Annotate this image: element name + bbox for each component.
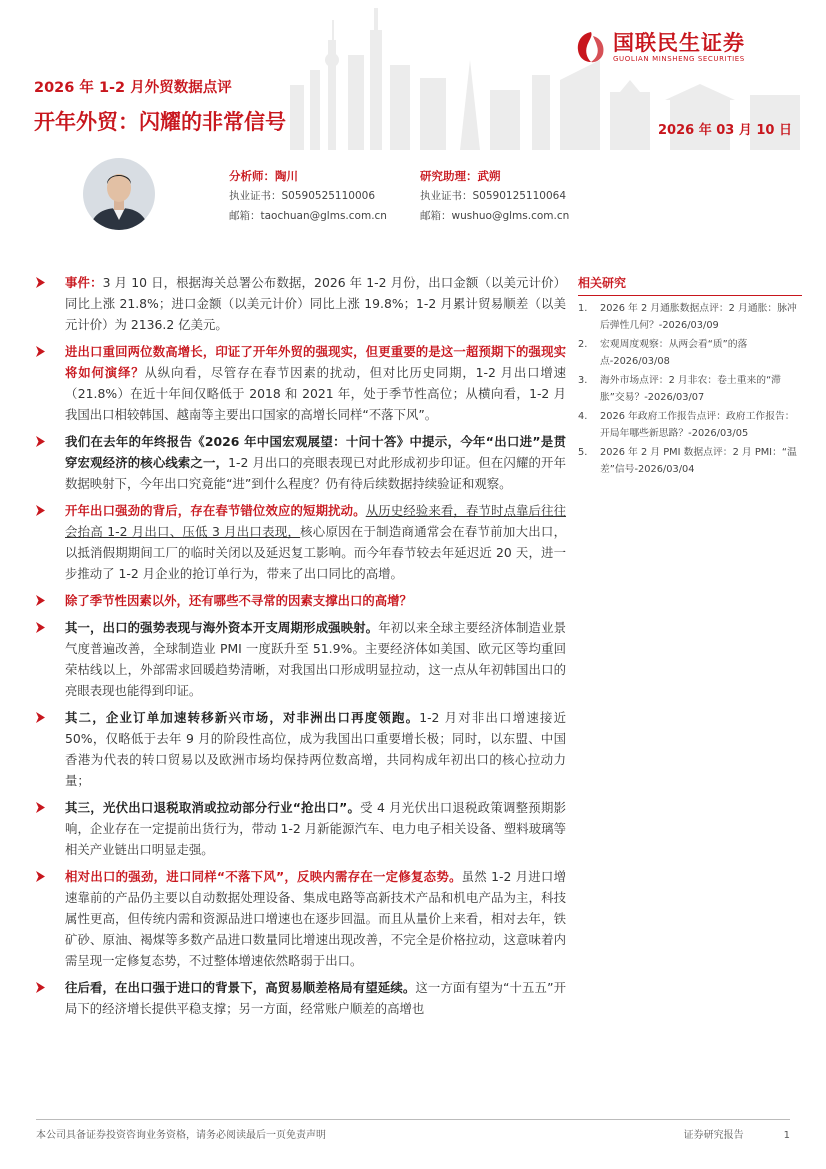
footer-report-type: 证券研究报告 xyxy=(683,1130,744,1141)
related-item-text: 2026 年政府工作报告点评：政府工作报告：开局年哪些新思路？-2026/03/05 xyxy=(600,411,795,439)
paragraph-text: 受 4 月光伏出口退税政策调整预期影响，企业存在一定提前出货行为，带动 1-2 月新能源汽车、电力电子相关设备、塑料玻璃等相关产业链出口明显走强。 xyxy=(65,800,566,857)
paragraph xyxy=(36,797,566,860)
analyst-cert: 执业证书：S0590525110006 xyxy=(229,190,376,202)
footer-divider xyxy=(36,1119,790,1120)
related-research-title: 相关研究 xyxy=(578,274,802,296)
paragraph xyxy=(36,431,566,494)
paragraph-lead: 事件： xyxy=(65,275,103,290)
related-item[interactable] xyxy=(578,408,802,442)
footer-disclaimer: 本公司具备证券投资咨询业务资格，请务必阅读最后一页免责声明 xyxy=(36,1130,326,1141)
main-body xyxy=(36,272,566,1025)
report-subtitle: 2026 年 1-2 月外贸数据点评 xyxy=(34,80,232,96)
paragraph-text: 1-2 月对非出口增速接近 50%，仅略低于去年 9 月的阶段性高位，成为我国出口重要增长极；同时，以东盟、中国香港为代表的转口贸易以及欧洲市场均保持两位数高增，共同构成年初出口的核心拉动力量； xyxy=(65,710,566,788)
related-item[interactable] xyxy=(578,372,802,406)
related-item-text: 2026 年 2 月通胀数据点评：2 月通胀：脉冲后弹性几何？-2026/03/09 xyxy=(600,303,797,331)
paragraph xyxy=(36,617,566,701)
bullet-arrow-icon xyxy=(36,505,45,516)
paragraph xyxy=(36,590,566,611)
logo-cn-text: 国联民生证券 xyxy=(613,30,745,55)
bullet-arrow-icon xyxy=(36,712,45,723)
logo-emblem-icon xyxy=(575,30,607,64)
paragraph-lead: 我们在去年的年终报告《2026 年中国宏观展望：十问十答》中提示，今年“出口进”是贯穿宏观经济的核心线索之一， xyxy=(65,434,566,470)
paragraph xyxy=(36,977,566,1019)
footer-right xyxy=(684,1126,790,1141)
paragraph-text: 年初以来全球主要经济体制造业景气度普遍改善，全球制造业 PMI 一度跃升至 51.9%。主要经济体如美国、欧元区等均重回荣枯线以上，外部需求回暖趋势清晰，对我国出口形成明显拉动，这一点从年初韩国出口的亮眼表现也能得到印证。 xyxy=(65,620,567,698)
paragraph-text: 从纵向看，尽管存在春节因素的扰动，但对比历史同期，1-2 月出口增速（21.8%）在近十年间仅略低于 2018 和 2021 年，处于季节性高位；从横向看，1-2 月我国出口相较韩国、越南等主要出口国家的高增长同样“不落下风”。 xyxy=(65,365,566,422)
related-research xyxy=(578,274,802,480)
related-item[interactable] xyxy=(578,300,802,334)
report-date: 2026 年 03 月 10 日 xyxy=(658,123,792,138)
paragraph-lead: 相对出口的强劲，进口同样“不落下风”，反映内需存在一定修复态势。 xyxy=(65,869,462,884)
page-number: 1 xyxy=(783,1130,790,1141)
bullet-arrow-icon xyxy=(36,436,45,447)
analyst-avatar xyxy=(83,158,155,230)
related-item-number: 1. xyxy=(578,303,588,314)
paragraph-text: 1-2 月出口的亮眼表现已对此形成初步印证。但在闪耀的开年数据映射下，今年出口究竟能“进”到什么程度？仍有待后续数据持续验证和观察。 xyxy=(65,455,566,491)
related-item[interactable] xyxy=(578,444,802,478)
analyst-name: 分析师：陶川 xyxy=(229,169,298,183)
paragraph xyxy=(36,341,566,425)
bullet-arrow-icon xyxy=(36,982,45,993)
related-item-number: 5. xyxy=(578,447,588,458)
related-item-text: 宏观周度观察：从两会看“质”的落点-2026/03/08 xyxy=(600,339,748,367)
report-header xyxy=(0,0,826,152)
paragraph-lead: 开年出口强劲的背后，存在春节错位效应的短期扰动。 xyxy=(65,503,366,518)
paragraph-lead: 其二，企业订单加速转移新兴市场，对非洲出口再度领跑。 xyxy=(65,710,420,725)
paragraph-lead: 往后看，在出口强于进口的背景下，高贸易顺差格局有望延续。 xyxy=(65,980,416,995)
assistant-name: 研究助理：武朔 xyxy=(420,169,501,183)
paragraph-lead: 其一，出口的强势表现与海外资本开支周期形成强映射。 xyxy=(65,620,379,635)
paragraph xyxy=(36,272,566,335)
paragraph xyxy=(36,500,566,584)
paragraph-lead: 其三，光伏出口退税取消或拉动部分行业“抢出口”。 xyxy=(65,800,361,815)
paragraph-text: 虽然 1-2 月进口增速靠前的产品仍主要以自动数据处理设备、集成电路等高新技术产品和机电产品为主，科技属性更高，但传统内需和资源品进口增速也在逐步回温。而且从量价上来看，相对去年，铁矿砂、原油、褐煤等多数产品进口数量同比增速出现改善，不完全是价格拉动，这意味着内需呈现一定修复态势，不过整体增速依然略弱于出口。 xyxy=(65,869,566,968)
bullet-arrow-icon xyxy=(36,622,45,633)
bullet-arrow-icon xyxy=(36,595,45,606)
related-item[interactable] xyxy=(578,336,802,370)
paragraph-text: 核心原因在于制造商通常会在春节前加大出口，以抵消假期期间工厂的临时关闭以及延迟复工影响。而今年春节较去年延迟近 20 天，进一步推动了 1-2 月企业的抢订单行为，带来了出口同比的高增。 xyxy=(65,524,566,581)
related-item-text: 2026 年 2 月 PMI 数据点评：2 月 PMI：“温差”信号-2026/03/04 xyxy=(600,447,797,475)
bullet-arrow-icon xyxy=(36,802,45,813)
related-item-number: 4. xyxy=(578,411,588,422)
related-item-text: 海外市场点评：2 月非农：卷土重来的“滞胀”交易？-2026/03/07 xyxy=(600,375,781,403)
analyst-email[interactable]: 邮箱：taochuan@glms.com.cn xyxy=(229,210,387,222)
paragraph xyxy=(36,866,566,971)
bullet-arrow-icon xyxy=(36,871,45,882)
bullet-arrow-icon xyxy=(36,277,45,288)
assistant-cert: 执业证书：S0590125110064 xyxy=(420,190,567,202)
company-logo xyxy=(575,30,745,64)
paragraph-text: 3 月 10 日，根据海关总署公布数据，2026 年 1-2 月份，出口金额（以美元计价）同比上涨 21.8%；进口金额（以美元计价）同比上涨 19.8%；1-2 月累计贸易顺差（以美元计价）为 2136.2 亿美元。 xyxy=(65,275,567,332)
analyst-photo-image xyxy=(83,158,155,230)
paragraph-underlined: 从历史经验来看，春节时点靠后往往会抬高 1-2 月出口、压低 3 月出口表现， xyxy=(65,503,567,539)
related-item-number: 3. xyxy=(578,375,588,386)
related-item-number: 2. xyxy=(578,339,588,350)
paragraph-lead: 除了季节性因素以外，还有哪些不寻常的因素支撑出口的高增？ xyxy=(65,593,412,608)
analyst-info-1 xyxy=(229,166,387,226)
paragraph-lead: 进出口重回两位数高增长，印证了开年外贸的强现实，但更重要的是这一超预期下的强现实将如何演绎？ xyxy=(65,344,566,380)
paragraph xyxy=(36,707,566,791)
logo-en-text: GUOLIAN MINSHENG SECURITIES xyxy=(613,54,745,63)
report-title: 开年外贸：闪耀的非常信号 xyxy=(34,110,286,134)
bullet-arrow-icon xyxy=(36,346,45,357)
assistant-email[interactable]: 邮箱：wushuo@glms.com.cn xyxy=(420,210,570,222)
paragraph-text: 这一方面有望为“十五五”开局下的经济增长提供平稳支撑；另一方面，经常账户顺差的高增也 xyxy=(65,980,567,1016)
analyst-info-2 xyxy=(420,166,569,226)
